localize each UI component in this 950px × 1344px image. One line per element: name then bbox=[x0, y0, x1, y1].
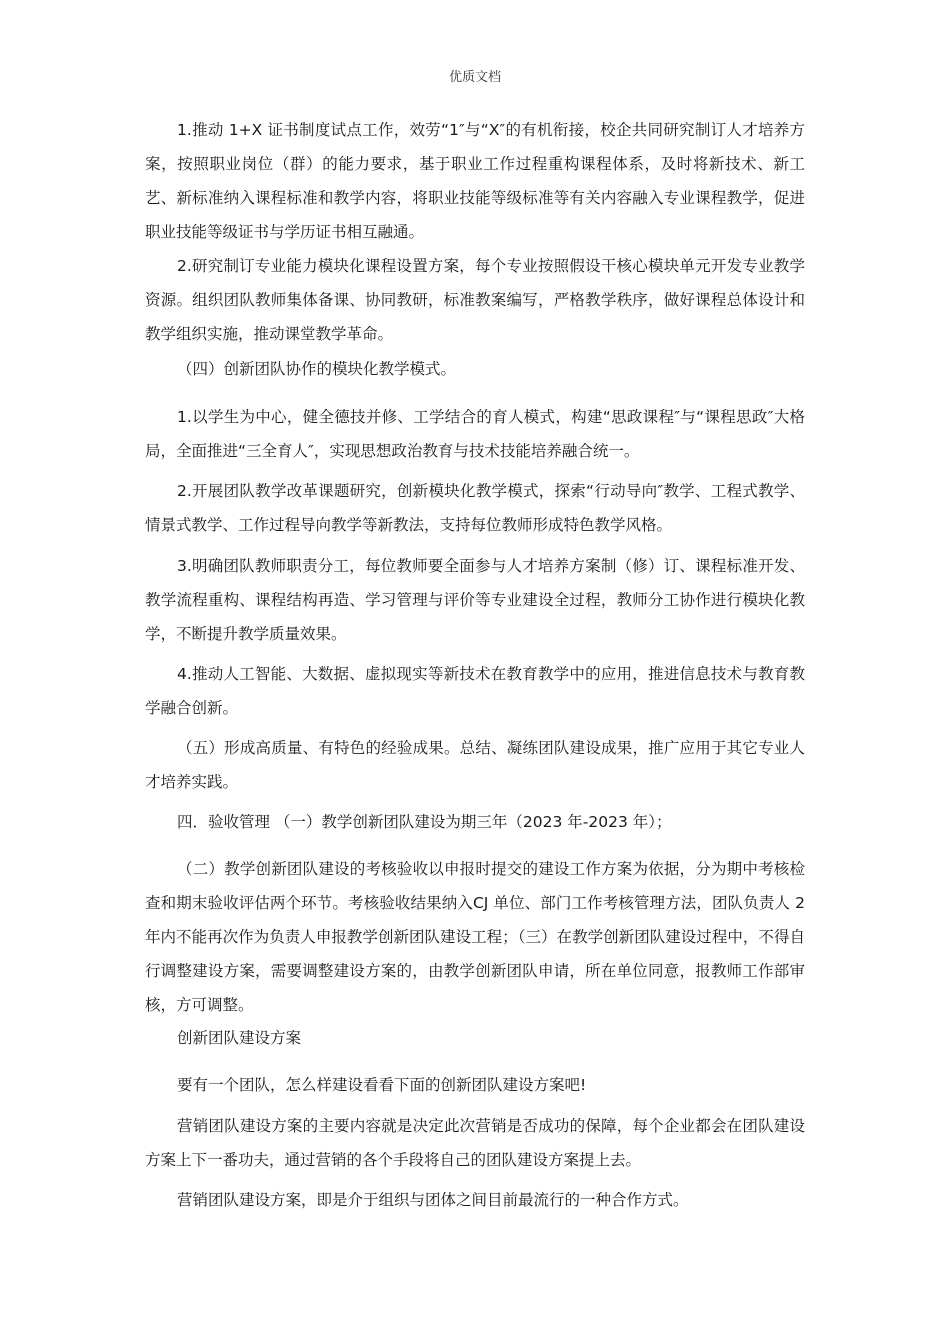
paragraph-marketing-team-plan: 营销团队建设方案的主要内容就是决定此次营销是否成功的保障，每个企业都会在团队建设方案上下一番功夫，通过营销的各个手段将自己的团队建设方案提上去。 bbox=[145, 1117, 805, 1169]
paragraph-innovation-team-title: 创新团队建设方案 bbox=[177, 1029, 302, 1047]
paragraph-team-intro: 要有一个团队，怎么样建设看看下面的创新团队建设方案吧! bbox=[177, 1076, 587, 1094]
paragraph-new-technology: 4.推动人工智能、大数据、虚拟现实等新技术在教育教学中的应用，推进信息技术与教育教学融合创新。 bbox=[145, 665, 805, 717]
paragraph-module-curriculum: 2.研究制订专业能力模块化课程设置方案，每个专业按照假设干核心模块单元开发专业教学资源。组织团队教师集体备课、协同教研，标准教案编写，严格教学秩序，做好课程总体设计和教学组织实施，推动课堂教学革命。 bbox=[145, 257, 805, 343]
paragraph-student-centered: 1.以学生为中心，健全德技并修、工学结合的育人模式，构建“思政课程″与“课程思政″大格局，全面推进“三全育人″，实现思想政治教育与技术技能培养融合统一。 bbox=[145, 408, 805, 460]
paragraph-assessment: （二）教学创新团队建设的考核验收以申报时提交的建设工作方案为依据，分为期中考核检查和期末验收评估两个环节。考核验收结果纳入CJ 单位、部门工作考核管理方法，团队负责人 2 年内不能再次作为负责人申报教学创新团队建设工程；（三）在教学创新团队建设过程中，不得自行调整建设方案，需要调整建设方案的，由教学创新团队申请，所在单位同意，报教师工作部审核，方可调整。 bbox=[145, 860, 805, 1014]
paragraph-marketing-team-definition: 营销团队建设方案，即是介于组织与团体之间目前最流行的一种合作方式。 bbox=[177, 1191, 689, 1209]
paragraph-acceptance-management: 四．验收管理 （一）教学创新团队建设为期三年（2023 年-2023 年）； bbox=[177, 813, 672, 831]
header-title: 优质文档 bbox=[448, 70, 501, 85]
paragraph-section-five: （五）形成高质量、有特色的经验成果。总结、凝练团队建设成果，推广应用于其它专业人才培养实践。 bbox=[145, 739, 805, 791]
paragraph-teaching-reform: 2.开展团队教学改革课题研究，创新模块化教学模式，探索“行动导向″教学、工程式教学、情景式教学、工作过程导向教学等新教法，支持每位教师形成特色教学风格。 bbox=[145, 482, 805, 534]
paragraph-teacher-duties: 3.明确团队教师职责分工，每位教师要全面参与人才培养方案制（修）订、课程标准开发、教学流程重构、课程结构再造、学习管理与评价等专业建设全过程，教师分工协作进行模块化教学，不断提升教学质量效果。 bbox=[145, 557, 805, 643]
paragraph-section-four-heading: （四）创新团队协作的模块化教学模式。 bbox=[177, 360, 457, 378]
paragraph-1x-certificate: 1.推动 1+X 证书制度试点工作，效劳“1″与“X″的有机衔接，校企共同研究制订人才培养方案，按照职业岗位（群）的能力要求，基于职业工作过程重构课程体系，及时将新技术、新工艺、新标准纳入课程标准和教学内容，将职业技能等级标准等有关内容融入专业课程教学，促进职业技能等级证书与学历证书相互融通。 bbox=[145, 121, 805, 241]
